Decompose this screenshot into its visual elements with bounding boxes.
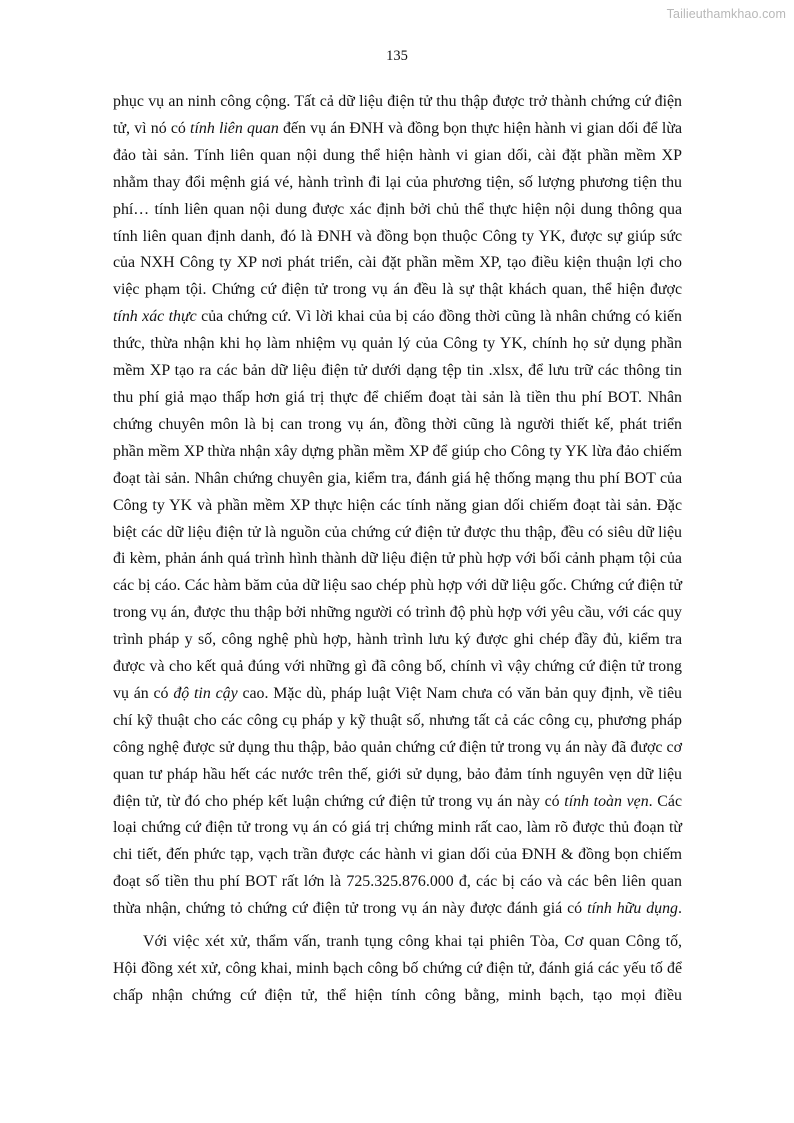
text-run: của chứng cứ. Vì lời khai của bị cáo đồng thời cũng là nhân chứng có kiến thức, thừa nhận khi họ làm nhiệm vụ quản lý của Công ty YK, chính họ sử dụng phần mềm XP tạo ra các bản dữ liệu điện tử dưới dạng tệp tin .xlsx, để lưu trữ các thông tin thu phí giả mạo thấp hơn giá trị thực để chiếm đoạt tài sản là tiền thu phí BOT. Nhân chứng chuyên môn là bị can trong vụ án, đồng thời cũng là người thiết kế, phát triển phần mềm XP thừa nhận xây dựng phần mềm XP để giúp cho Công ty YK lừa đảo chiếm đoạt tài sản. Nhân chứng chuyên gia, kiểm tra, đánh giá hệ thống mạng thu phí BOT của Công ty YK và phần mềm XP thực hiện các tính năng gian dối chiếm đoạt tài sản. Đặc biệt các dữ liệu điện tử là nguồn của chứng cứ điện tử được thu thập, đều có siêu dữ liệu đi kèm, phản ánh quá trình hình thành dữ liệu điện tử phù hợp với bối cảnh phạm tội của các bị cáo. Các hàm băm của dữ liệu sao chép phù hợp với dữ liệu gốc. Chứng cứ điện tử trong vụ án, được thu thập bởi những người có trình độ phù hợp với yêu cầu, với các quy trình pháp y số, công nghệ phù hợp, hành trình lưu ký được ghi chép đầy đủ, kiểm tra được và cho kết quả đúng với những gì đã công bố, chính vì vậy chứng cứ điện tử trong vụ án có [113, 308, 682, 702]
emphasis: tính hữu dụng [587, 900, 679, 918]
text-run: . Các loại chứng cứ điện tử trong vụ án có giá trị chứng minh rất cao, làm rõ được thủ đoạn từ chi tiết, đến phức tạp, vạch trần được các hành vi gian dối của ĐNH & đồng bọn chiếm đoạt số tiền thu phí BOT rất lớn là 725.325.876.000 đ, các bị cáo và các bên liên quan thừa nhận, chứng tỏ chứng cứ điện tử trong vụ án này được đánh giá có [113, 792, 683, 918]
text-run: . [678, 900, 682, 918]
body-text [113, 89, 682, 1010]
text-run: phục vụ an ninh công cộng. Tất cả dữ liệu điện tử thu thập được trở thành chứng cứ điện tử, vì nó có [113, 93, 682, 137]
emphasis: tính xác thực [113, 308, 197, 326]
paragraph: Với việc xét xử, thẩm vấn, tranh tụng công khai tại phiên Tòa, Cơ quan Công tố, Hội đồng xét xử, công khai, minh bạch công bố chứng cứ điện tử, đánh giá các yếu tố để chấp nhận chứng cứ điện tử, thể hiện tính công bằng, minh bạch, tạo mọi điều [113, 933, 682, 1004]
watermark: Tailieuthamkhao.com [666, 7, 786, 21]
paragraph [113, 89, 682, 923]
text-run: đến vụ án ĐNH và đồng bọn thực hiện hành vi gian dối để lừa đảo tài sản. Tính liên quan nội dung thể hiện hành vi gian dối, cài đặt phần mềm XP nhằm thay đổi mệnh giá vé, hành trình đi lại của phương tiện, số lượng phương tiện thu phí… tính liên quan nội dung được xác định bởi chủ thể thực hiện nội dung thông qua tính liên quan định danh, đó là ĐNH và đồng bọn thuộc Công ty YK, được sự giúp sức của NXH Công ty XP nơi phát triển, cài đặt phần mềm XP, tạo điều kiện thuận lợi cho việc phạm tội. Chứng cứ điện tử trong vụ án đều là sự thật khách quan, thể hiện được [113, 119, 683, 299]
page-number: 135 [386, 48, 408, 64]
emphasis: độ tin cậy [173, 684, 238, 702]
emphasis: tính liên quan [190, 119, 279, 137]
emphasis: tính toàn vẹn [564, 792, 649, 810]
text-run: cao. Mặc dù, pháp luật Việt Nam chưa có văn bản quy định, về tiêu chí kỹ thuật cho các công cụ pháp y kỹ thuật số, nhưng tất cả các công cụ, phương pháp công nghệ được sử dụng thu thập, bảo quản chứng cứ điện tử trong vụ án này đã được cơ quan tư pháp hầu hết các nước trên thế, giới sử dụng, bảo đảm tính nguyên vẹn dữ liệu điện tử, từ đó cho phép kết luận chứng cứ điện tử trong vụ án này có [113, 684, 682, 810]
